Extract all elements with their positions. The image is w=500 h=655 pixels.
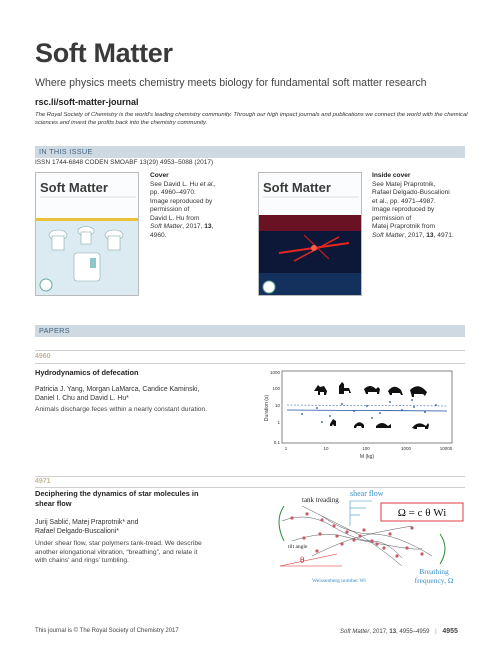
in-this-issue-heading: IN THIS ISSUE <box>39 147 93 156</box>
article-authors <box>35 385 199 404</box>
inside-cover-image[interactable] <box>258 172 362 296</box>
inside-cover-caption-volume: 13 <box>426 231 434 239</box>
article-authors-line: Daniel I. Chu and David L. Hu* <box>35 395 129 403</box>
footer-copyright: This journal is © The Royal Society of Chemistry 2017 <box>35 628 179 634</box>
article-authors-line: Patricia J. Yang, Morgan LaMarca, Candice Kaminski, <box>35 386 200 393</box>
cover-label: Cover <box>150 172 169 179</box>
figure-ytick: 100 <box>272 386 280 391</box>
inside-cover-image-title: Soft Matter <box>263 180 331 195</box>
journal-url[interactable]: rsc.li/soft-matter-journal <box>35 97 139 107</box>
footer-citation-text: , 2017, <box>369 629 388 635</box>
tilt-angle-label: tilt angle <box>288 544 308 550</box>
inside-cover-caption-line: , 2017, <box>404 231 425 239</box>
papers-band <box>35 325 465 337</box>
figure-ytick: 0.1 <box>273 440 280 445</box>
cover-image-title: Soft Matter <box>40 180 108 195</box>
breathing-label: Breathing <box>419 567 449 576</box>
article-title[interactable]: Hydrodynamics of defecation <box>35 368 139 377</box>
figure-xlabel: M (kg) <box>359 454 375 460</box>
article-authors-line: Rafael Delgado-Buscalioni* <box>35 528 119 536</box>
inside-cover-caption-line: Matej Praprotnik from <box>372 223 436 231</box>
article-divider <box>35 476 465 477</box>
footer-citation-journal: Soft Matter <box>340 629 370 635</box>
journal-title: Soft Matter <box>35 38 173 68</box>
cover-caption-volume: 13 <box>204 223 212 231</box>
inside-cover-caption-line: See Matej Praprotnik, <box>372 180 436 188</box>
footer-citation-volume: 13 <box>389 629 397 635</box>
figure-xtick: 1000 <box>400 446 412 451</box>
article-summary <box>35 540 202 566</box>
cover-image[interactable] <box>35 172 139 296</box>
cover-caption-line: Image reproduced by <box>150 197 213 205</box>
figure-xtick: 10000 <box>439 446 453 451</box>
article-authors-line: Jurij Sablić, Matej Praprotnik* and <box>35 519 139 526</box>
journal-tagline: Where physics meets chemistry meets biology for fundamental soft matter research <box>35 77 427 89</box>
defecation-figure <box>262 366 462 464</box>
figure-ylabel: Duration (s) <box>264 394 270 422</box>
figure-ytick: 1 <box>277 420 280 425</box>
article-summary: Animals discharge feces within a nearly constant duration. <box>35 406 208 413</box>
tank-treading-label: tank treading <box>302 496 339 504</box>
breathing-frequency-label: frequency, Ω <box>414 576 454 585</box>
article-authors <box>35 518 138 537</box>
inside-cover-caption-line: et al., pp. 4971–4987. <box>372 197 436 205</box>
article-page-number: 4960 <box>35 353 51 360</box>
figure-xtick: 10 <box>323 446 329 451</box>
cover-illustration <box>36 173 139 296</box>
article-page-number: 4971 <box>35 478 51 485</box>
inside-cover-caption-line: , 4971. <box>433 231 454 239</box>
theta-symbol: θ <box>300 555 305 565</box>
article-summary-line: Under shear flow, star polymers tank-tread. We describe <box>35 540 202 547</box>
star-polymer-figure <box>262 486 467 591</box>
inside-cover-illustration <box>259 173 362 296</box>
inside-cover-caption-line: permission of <box>372 214 412 222</box>
cover-caption: Cover See David L. Hu et al., pp. 4960–4970. Image reproduced by permission of David L. Hu from Soft Matter, 2017, 13, 4960. <box>150 172 230 241</box>
cover-caption-line: David L. Hu from <box>150 214 200 222</box>
cover-caption-line: , 2017, <box>182 223 203 231</box>
figure-ytick: 10 <box>274 403 280 408</box>
rsc-blurb: The Royal Society of Chemistry is the world's leading chemistry community. Through our high impact journals and publications we connect the world with the chemical sciences and invest the profits back into the chemistry community. <box>35 112 468 126</box>
figure-ytick: 1000 <box>269 370 280 375</box>
footer-citation: Soft Matter, 2017, 13, 4955–4959 | 4955 <box>340 628 458 635</box>
footer-citation-pages: , 4955–4959 <box>396 629 430 635</box>
cover-caption-em: et al., <box>199 180 216 188</box>
article-summary-line: with chains’ and rings’ tumbling. <box>35 557 129 565</box>
inside-cover-label: Inside cover <box>372 172 411 179</box>
inside-cover-caption-line: Image reproduced by <box>372 206 435 214</box>
figure-xtick: 1 <box>284 446 288 451</box>
equation: Ω = c θ Wi <box>397 507 447 519</box>
footer-page-number: 4955 <box>442 628 458 635</box>
article-summary-line: another elongational vibration, “breathing”, and relate it <box>35 548 198 556</box>
cover-caption-line: pp. 4960–4970. <box>150 189 196 197</box>
inside-cover-caption <box>372 172 468 241</box>
cover-caption-line: See David L. Hu <box>150 180 199 188</box>
cover-caption-line: 4960. <box>150 231 167 239</box>
article-divider <box>35 350 465 351</box>
papers-heading: PAPERS <box>39 326 70 335</box>
shear-flow-label: shear flow <box>350 489 384 498</box>
in-this-issue-band <box>35 146 465 158</box>
cover-caption-journal: Soft Matter <box>150 223 183 231</box>
cover-caption-line: permission of <box>150 206 190 214</box>
inside-cover-caption-journal: Soft Matter <box>372 231 405 239</box>
article-title[interactable] <box>35 489 198 508</box>
inside-cover-caption-line: Rafael Delgado-Buscalioni <box>372 189 450 197</box>
issn-line: ISSN 1744-6848 CODEN SMOABF 13(29) 4953–5088 (2017) <box>35 159 214 166</box>
article-title-line: Deciphering the dynamics of star molecules in <box>35 489 199 498</box>
article-divider <box>35 363 465 364</box>
weissenberg-label: Weissenberg number Wi <box>312 578 366 584</box>
article-title-line: shear flow <box>35 498 72 508</box>
figure-xtick: 100 <box>362 446 370 451</box>
